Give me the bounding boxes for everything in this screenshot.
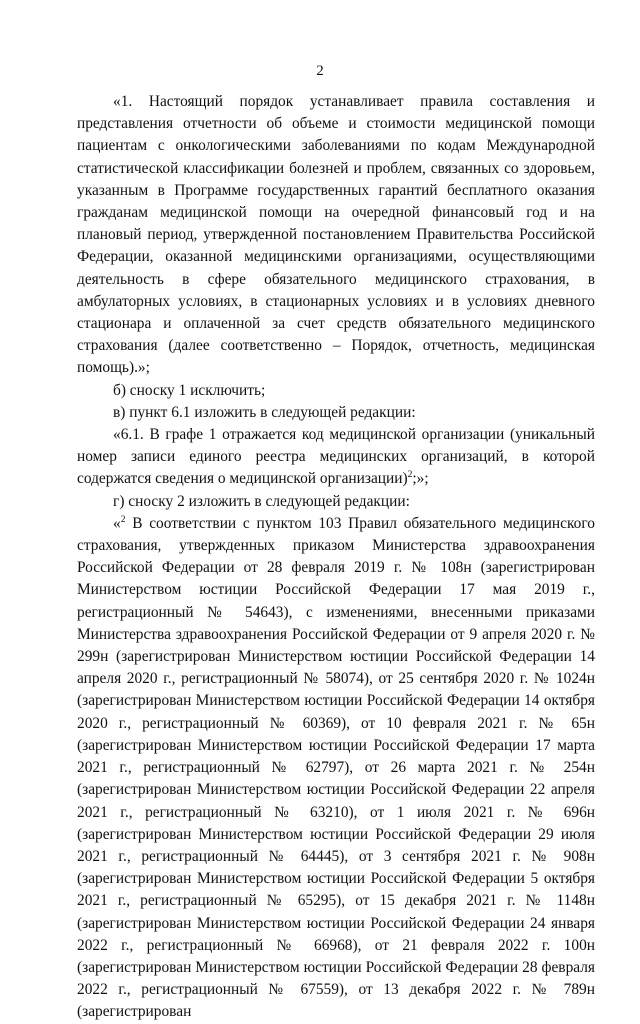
paragraph-text: «6.1. В графе 1 отражается код медицинской организации (уникальный номер записи единого реестра медицинских организаций, в которой содержатся сведения о медицинской организации) bbox=[77, 426, 595, 488]
paragraph-text: в) пункт 6.1 изложить в следующей редакции: bbox=[113, 403, 416, 421]
quote-open: « bbox=[113, 514, 121, 532]
paragraph-clause-6-1 bbox=[77, 424, 595, 491]
paragraph-item-b bbox=[77, 380, 595, 402]
paragraph-text: «1. Настоящий порядок устанавливает правила составления и представления отчетности об объеме и стоимости медицинской помощи пациентам с онкологическими заболеваниями по кодам Международной статистической классификации болезней и проблем, связанных со здоровьем, указанным в Программе государственных гарантий бесплатного оказания гражданам медицинской помощи на очередной финансовый год и на плановый период, утвержденной постановлением Правительства Российской Федерации, оказанной медицинскими организациями, осуществляющими деятельность в сфере обязательного медицинского страхования, в амбулаторных условиях, в стационарных условиях и в условиях дневного стационара и оплаченной за счет средств обязательного медицинского страхования (далее соответственно – Порядок, отчетность, медицинская помощь).»; bbox=[77, 93, 595, 377]
paragraph-text: б) сноску 1 исключить; bbox=[113, 381, 266, 399]
document-body bbox=[77, 91, 595, 1024]
footnote-marker: 2 bbox=[407, 470, 413, 481]
page-number: 2 bbox=[316, 63, 324, 79]
paragraph-text: г) сноску 2 изложить в следующей редакции: bbox=[113, 492, 410, 510]
paragraph-footnote-2 bbox=[77, 513, 595, 1024]
footnote-marker: 2 bbox=[120, 514, 126, 525]
paragraph-item-v bbox=[77, 402, 595, 424]
paragraph-tail: ;»; bbox=[412, 470, 429, 488]
paragraph-item-g bbox=[77, 491, 595, 513]
paragraph-text: В соответствии с пунктом 103 Правил обязательного медицинского страхования, утвержденных приказом Министерства здравоохранения Российской Федерации от 28 февраля 2019 г. № 108н (зарегистрирован Министерством юстиции Российской Федерации 17 мая 2019 г., регистрационный № 54643), с изменениями, внесенными приказами Министерства здравоохранения Российской Федерации от 9 апреля 2020 г. № 299н (зарегистрирован Министерством юстиции Российской Федерации 14 апреля 2020 г., регистрационный № 58074), от 25 сентября 2020 г. № 1024н (зарегистрирован Министерством юстиции Российской Федерации 14 октября 2020 г., регистрационный № 60369), от 10 февраля 2021 г. № 65н (зарегистрирован Министерством юстиции Российской Федерации 17 марта 2021 г., регистрационный № 62797), от 26 марта 2021 г. № 254н (зарегистрирован Министерством юстиции Российской Федерации 22 апреля 2021 г., регистрационный № 63210), от 1 июля 2021 г. № 696н (зарегистрирован Министерством юстиции Российской Федерации 29 июля 2021 г., регистрационный № 64445), от 3 сентября 2021 г. № 908н (зарегистрирован Министерством юстиции Российской Федерации 5 октября 2021 г., регистрационный № 65295), от 15 декабря 2021 г. № 1148н (зарегистрирован Министерством юстиции Российской Федерации 24 января 2022 г., регистрационный № 66968), от 21 февраля 2022 г. 100н (зарегистрирован Министерством юстиции Российской Федерации 28 февраля 2022 г., регистрационный № 67559), от 13 декабря 2022 г. № 789н (зарегистрирован bbox=[77, 514, 595, 1021]
paragraph-procedure-scope bbox=[77, 91, 595, 380]
